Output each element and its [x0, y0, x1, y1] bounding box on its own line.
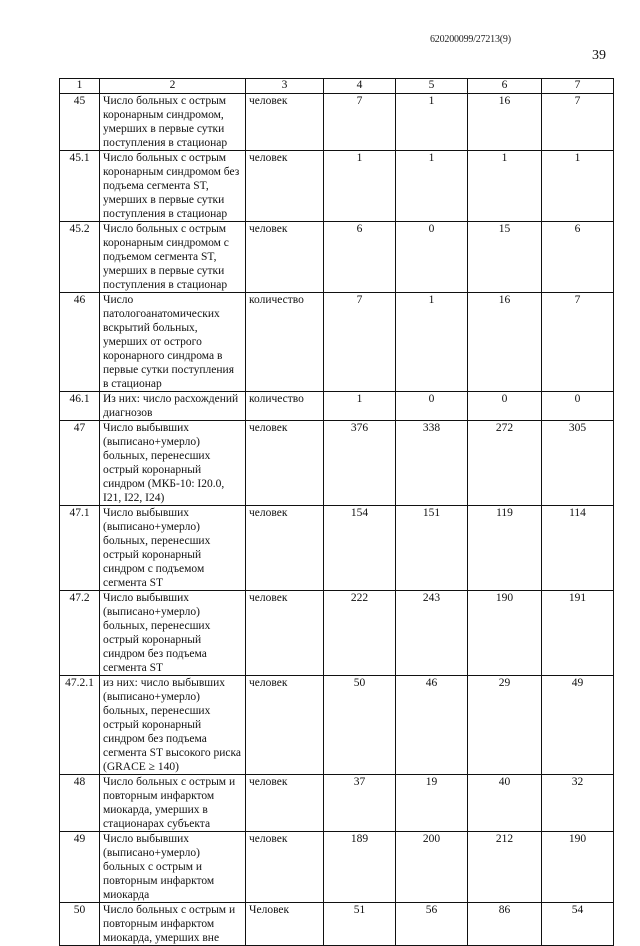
row-number: 47.2	[60, 591, 100, 676]
row-number: 46.1	[60, 392, 100, 421]
value-cell: 49	[542, 676, 614, 775]
value-cell: 56	[396, 903, 468, 946]
value-cell: 272	[468, 421, 542, 506]
value-cell: 1	[468, 151, 542, 222]
value-cell: 1	[396, 94, 468, 151]
value-cell: 154	[324, 506, 396, 591]
column-header: 2	[100, 79, 246, 94]
value-cell: 0	[542, 392, 614, 421]
value-cell: 16	[468, 94, 542, 151]
table-row	[60, 421, 614, 506]
value-cell: 46	[396, 676, 468, 775]
value-cell: 7	[542, 94, 614, 151]
value-cell: 0	[396, 392, 468, 421]
row-number: 45.2	[60, 222, 100, 293]
value-cell: 19	[396, 775, 468, 832]
value-cell: 1	[542, 151, 614, 222]
unit-cell: человек	[246, 676, 324, 775]
value-cell: 7	[542, 293, 614, 392]
value-cell: 54	[542, 903, 614, 946]
unit-cell: количество	[246, 392, 324, 421]
row-number: 47.2.1	[60, 676, 100, 775]
value-cell: 16	[468, 293, 542, 392]
table-row	[60, 775, 614, 832]
unit-cell: человек	[246, 775, 324, 832]
row-number: 45.1	[60, 151, 100, 222]
indicator-name: Число больных с острым коронарным синдромом с подъемом сегмента ST, умерших в первые сутки поступления в стационар	[100, 222, 246, 293]
column-header: 6	[468, 79, 542, 94]
value-cell: 338	[396, 421, 468, 506]
value-cell: 32	[542, 775, 614, 832]
row-number: 48	[60, 775, 100, 832]
indicator-name: Из них: число расхождений диагнозов	[100, 392, 246, 421]
column-header: 4	[324, 79, 396, 94]
row-number: 49	[60, 832, 100, 903]
table-header-row	[60, 79, 614, 94]
indicator-name: Число выбывших (выписано+умерло) больных с острым и повторным инфарктом миокарда	[100, 832, 246, 903]
value-cell: 51	[324, 903, 396, 946]
table-row	[60, 392, 614, 421]
value-cell: 1	[396, 151, 468, 222]
value-cell: 37	[324, 775, 396, 832]
table-row	[60, 903, 614, 946]
value-cell: 189	[324, 832, 396, 903]
table-row	[60, 506, 614, 591]
value-cell: 0	[468, 392, 542, 421]
value-cell: 1	[396, 293, 468, 392]
unit-cell: человек	[246, 421, 324, 506]
value-cell: 40	[468, 775, 542, 832]
row-number: 47.1	[60, 506, 100, 591]
table-row	[60, 151, 614, 222]
unit-cell: Человек	[246, 903, 324, 946]
table-row	[60, 293, 614, 392]
value-cell: 29	[468, 676, 542, 775]
indicator-name: Число выбывших (выписано+умерло) больных, перенесших острый коронарный синдром с подъемом сегмента ST	[100, 506, 246, 591]
row-number: 47	[60, 421, 100, 506]
unit-cell: человек	[246, 506, 324, 591]
column-header: 7	[542, 79, 614, 94]
indicator-name: Число больных с острым коронарным синдромом без подъема сегмента ST, умерших в первые сутки поступления в стационар	[100, 151, 246, 222]
table-row	[60, 676, 614, 775]
unit-cell: человек	[246, 151, 324, 222]
value-cell: 212	[468, 832, 542, 903]
indicator-name: Число выбывших (выписано+умерло) больных, перенесших острый коронарный синдром (МКБ-10: I20.0, I21, I22, I24)	[100, 421, 246, 506]
table-row	[60, 94, 614, 151]
unit-cell: человек	[246, 832, 324, 903]
indicator-name: Число больных с острым и повторным инфарктом миокарда, умерших вне	[100, 903, 246, 946]
value-cell: 243	[396, 591, 468, 676]
value-cell: 6	[542, 222, 614, 293]
indicator-name: Число выбывших (выписано+умерло) больных, перенесших острый коронарный синдром без подъема сегмента ST	[100, 591, 246, 676]
value-cell: 6	[324, 222, 396, 293]
table-row	[60, 591, 614, 676]
value-cell: 222	[324, 591, 396, 676]
indicator-name: Число патологоанатомических вскрытий больных, умерших от острого коронарного синдрома в первые сутки поступления в стационар	[100, 293, 246, 392]
value-cell: 15	[468, 222, 542, 293]
value-cell: 191	[542, 591, 614, 676]
indicator-name: Число больных с острым и повторным инфарктом миокарда, умерших в стационарах субъекта	[100, 775, 246, 832]
value-cell: 114	[542, 506, 614, 591]
value-cell: 190	[542, 832, 614, 903]
row-number: 45	[60, 94, 100, 151]
value-cell: 86	[468, 903, 542, 946]
page-number: 39	[592, 48, 606, 63]
column-header: 5	[396, 79, 468, 94]
value-cell: 200	[396, 832, 468, 903]
value-cell: 50	[324, 676, 396, 775]
value-cell: 151	[396, 506, 468, 591]
value-cell: 305	[542, 421, 614, 506]
table-row	[60, 222, 614, 293]
table-row	[60, 832, 614, 903]
unit-cell: человек	[246, 591, 324, 676]
value-cell: 0	[396, 222, 468, 293]
value-cell: 190	[468, 591, 542, 676]
value-cell: 119	[468, 506, 542, 591]
indicator-name: Число больных с острым коронарным синдромом, умерших в первые сутки поступления в стационар	[100, 94, 246, 151]
indicators-table	[59, 78, 614, 946]
unit-cell: количество	[246, 293, 324, 392]
value-cell: 1	[324, 392, 396, 421]
row-number: 50	[60, 903, 100, 946]
row-number: 46	[60, 293, 100, 392]
column-header: 3	[246, 79, 324, 94]
value-cell: 7	[324, 94, 396, 151]
value-cell: 1	[324, 151, 396, 222]
unit-cell: человек	[246, 222, 324, 293]
document-id: 620200099/27213(9)	[430, 34, 511, 45]
indicator-name: из них: число выбывших (выписано+умерло) больных, перенесших острый коронарный синдром без подъема сегмента ST высокого риска (GRACE ≥ 140)	[100, 676, 246, 775]
unit-cell: человек	[246, 94, 324, 151]
column-header: 1	[60, 79, 100, 94]
value-cell: 376	[324, 421, 396, 506]
value-cell: 7	[324, 293, 396, 392]
